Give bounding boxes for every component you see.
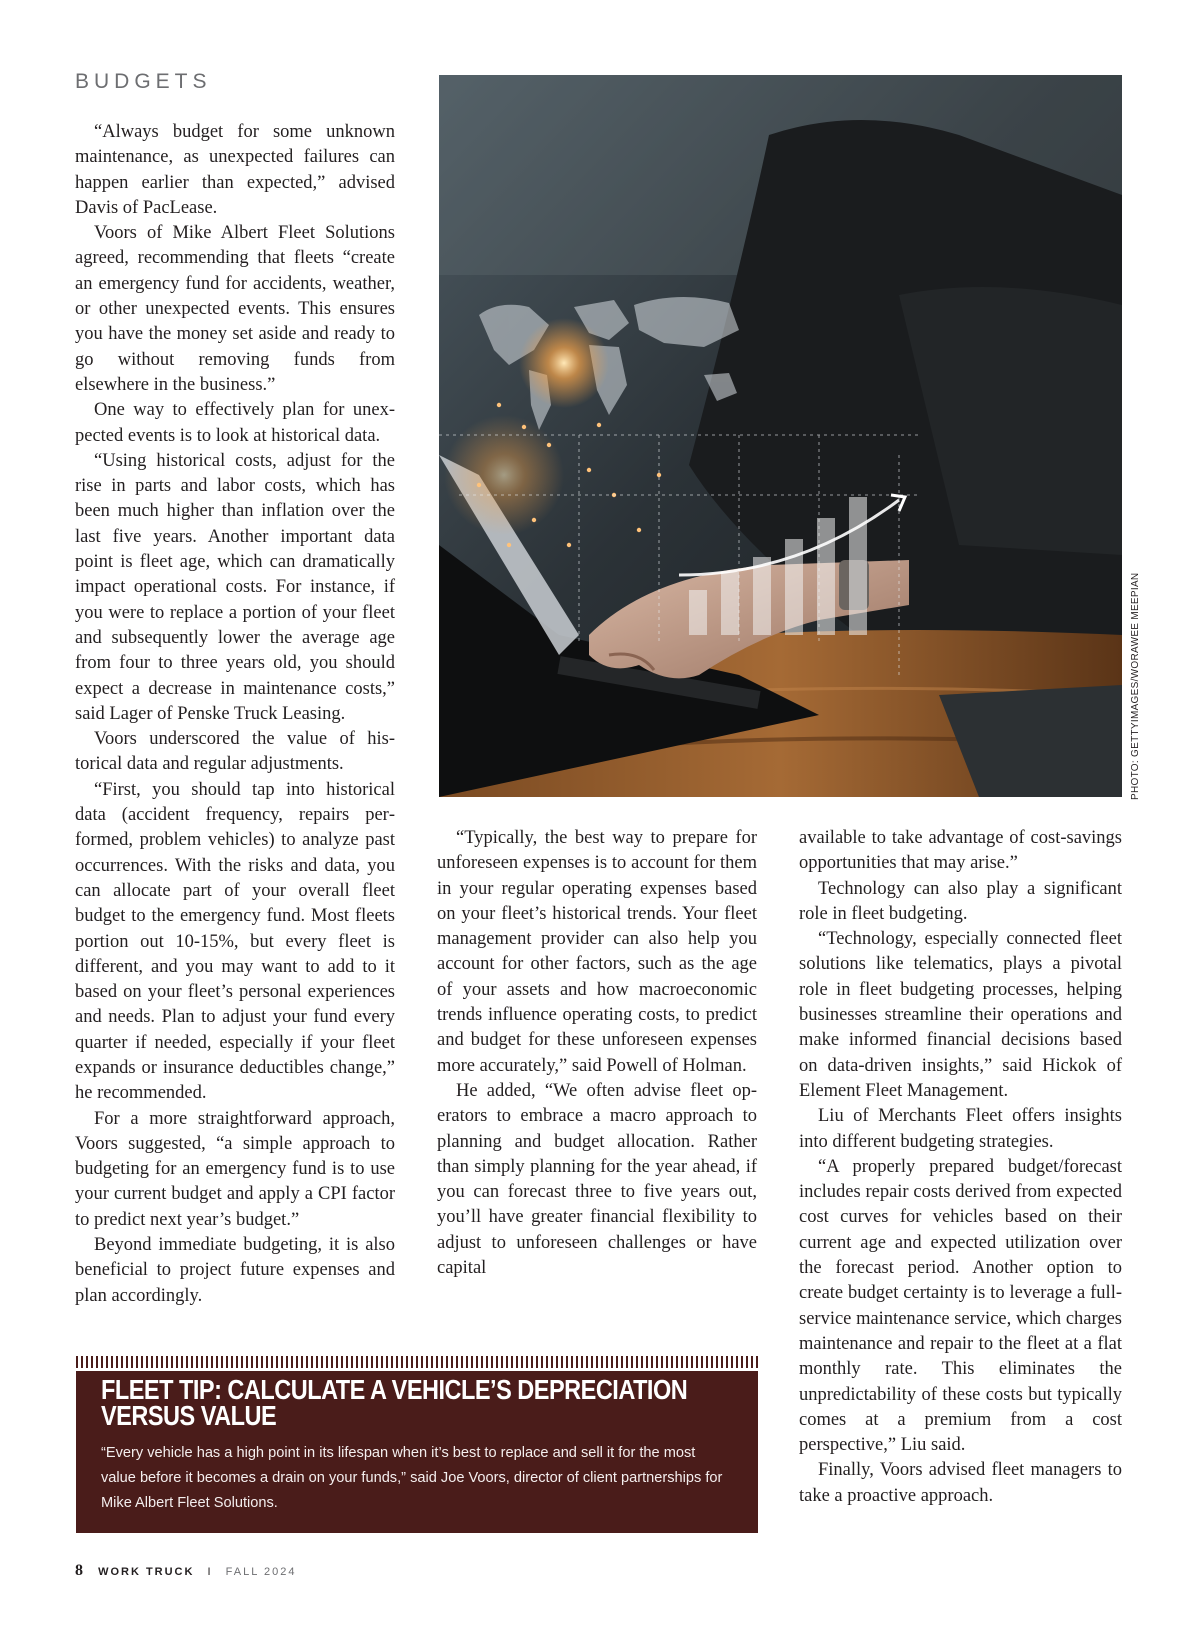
photo-bar [753,557,771,635]
paragraph: “Always budget for some unknown maintenance, as unexpected failures can happen earlier than expected,” advised Davis of PacLease. [75,122,395,218]
section-label: BUDGETS [75,70,212,93]
photo-bar [817,518,835,635]
paragraph: “First, you should tap into historical data (accident frequency, repairs performed, problem vehicles) to analyze past occurrences. With the risks and data, you can allocate part of your overall fleet budget to the emergency fund. Most fleets portion out 10-15%, but every fleet is different, and you may want to add to it based on your fleet’s personal experiences and needs. Plan to adjust your fund every quarter if needed, especially if your fleet expands or insurance deductibles change,” he recommended. [75,779,395,1104]
paragraph: “A properly prepared budget/forecast includes repair costs derived from expected cost curves for vehicles based on their current age and expected utilization over the forecast period. Another option to create budget certainty is to leverage a full-service maintenance service, which charges maintenance and repair to the fleet at a flat monthly rate. This eliminates the unpredictability of these costs but typically comes at a premium from a cost perspective,” Liu said. [799,1156,1122,1456]
fleet-tip-body: “Every vehicle has a high point in its lifespan when it’s best to replace and sell it for the most value before it becomes a drain on your funds,” said Joe Voors, director of client partnerships for Mike Albert Fleet Solutions. [101,1445,723,1511]
issue-date: FALL 2024 [225,1566,297,1578]
paragraph: Liu of Merchants Fleet offers insights into different budgeting strategies. [799,1106,1122,1152]
paragraph: “Technology, especially connected fleet solutions like telematics, plays a pivotal role in fleet budgeting processes, helping businesses streamline their operations and make informed financial decisions based on data-driven insights,” said Hickok of Element Fleet Management. [799,929,1122,1101]
photo-bar [721,572,739,635]
fleet-tip-box [76,1371,758,1533]
photo-sparkle [477,483,481,487]
fleet-tip-title: FLEET TIP: CALCULATE A VEHICLE’S DEPRECIATION VERSUS VALUE [101,1374,688,1431]
paragraph: “Using historical costs, adjust for the rise in parts and labor costs, which has been much higher than inflation over the last five years. Another important data point is fleet age, which can dramatically impact operational costs. For instance, if you were to replace a portion of your fleet and subsequently lower the average age from four to three years old, you should expect a decrease in maintenance costs,” said Lager of Penske Truck Leasing. [75,450,395,724]
article-column-1 [75,120,395,1309]
paragraph: For a more straightforward approach, Voors suggested, “a simple approach to budgeting for an emergency fund is to use your current budget and apply a CPI factor to predict next year’s budget.” [75,1108,395,1230]
photo-sparkle [522,425,526,429]
photo-sparkle [507,543,511,547]
paragraph: One way to effectively plan for unexpected events is to look at historical data. [75,400,395,446]
photo-bar [689,590,707,635]
paragraph: Technology can also play a significant role in fleet budgeting. [799,878,1122,924]
photo-sparkle [497,403,501,407]
article-column-3 [799,826,1122,1509]
photo-sparkle [597,423,601,427]
photo-sparkle [587,468,591,472]
magazine-name: WORK TRUCK [98,1566,195,1578]
photo-glow [519,318,609,408]
photo-credit: PHOTO: GETTYIMAGES/WORAWEE MEEPIAN [1130,572,1141,800]
page-number: 8 [75,1562,83,1579]
paragraph: Beyond immediate budgeting, it is also beneficial to project future expenses and plan accordingly. [75,1235,395,1306]
photo-sparkle [637,528,641,532]
paragraph: “Typically, the best way to prepare for unforeseen expenses is to account for them in your regular operating expenses based on your fleet’s historical trends. Your fleet management provider can also help you account for other factors, such as the age of your assets and how macroeconomic trends influence operating costs, to predict and budget for these unforeseen expenses more accurately,” said Powell of Holman. [437,828,757,1076]
paragraph: He added, “We often advise fleet operators to embrace a macro approach to planning and budget allocation. Rather than simply planning for the year ahead, if you can forecast three to five years out, you’ll have greater financial flexibility to adjust to unforeseen challenges or have capital [437,1080,757,1279]
footer-separator: I [207,1566,213,1578]
photo-sparkle [532,518,536,522]
photo-bar [849,497,867,635]
photo-sparkle [547,443,551,447]
article-column-2 [437,826,757,1281]
paragraph: Voors of Mike Albert Fleet Solutions agreed, recommending that fleets “create an emergency fund for accidents, weather, or other unexpected events. This ensures you have the money set aside and ready to go without removing funds from elsewhere in the business.” [75,223,395,395]
paragraph: Finally, Voors advised fleet managers to take a proactive approach. [799,1460,1122,1506]
fleet-tip-rule [76,1356,758,1368]
paragraph: Voors underscored the value of historical data and regular adjustments. [75,729,395,775]
paragraph: available to take advantage of cost-savings opportunities that may arise.” [799,828,1122,874]
photo-sparkle [567,543,571,547]
photo-sparkle [657,473,661,477]
page-footer [75,1562,296,1580]
article-photo [439,75,1122,797]
